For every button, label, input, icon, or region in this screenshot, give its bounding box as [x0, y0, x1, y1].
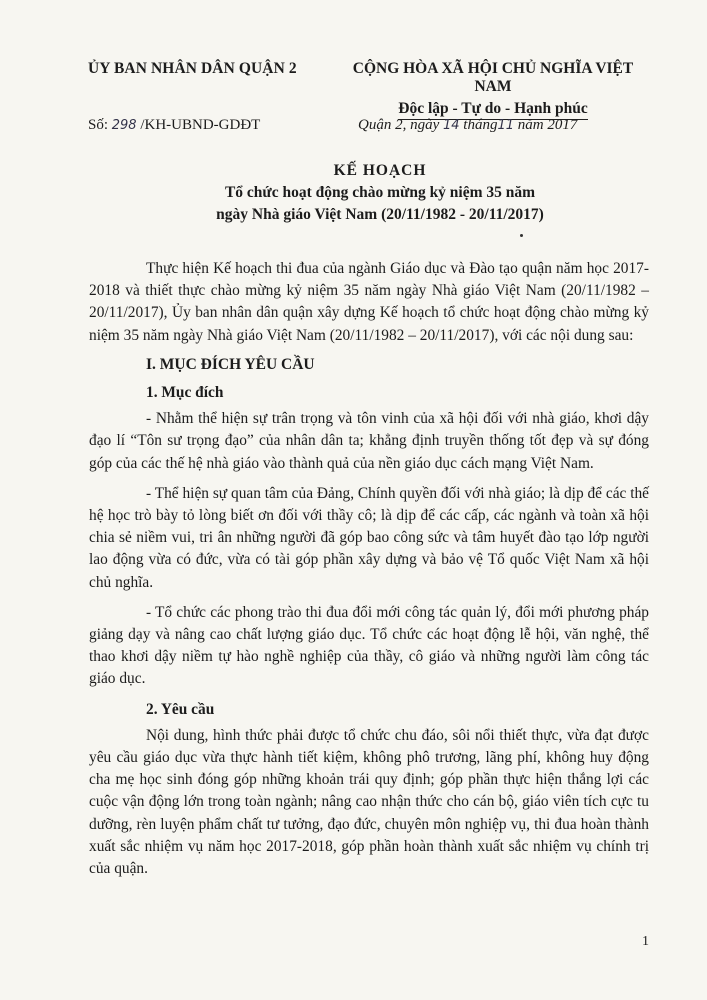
date-month-label: tháng [459, 117, 498, 133]
subsection-heading-purpose: 1. Mục đích [146, 384, 224, 402]
date-month: 11 [497, 118, 515, 133]
section-heading-purpose-requirements: I. MỤC ĐÍCH YÊU CẦU [146, 355, 315, 373]
nation-name: CỘNG HÒA XÃ HỘI CHỦ NGHĨA VIỆT NAM [352, 60, 634, 95]
national-header [333, 60, 653, 120]
purpose-paragraph-1: - Nhằm thể hiện sự trân trọng và tôn vinh của xã hội đối với nhà giáo, khơi dậy đạo lí “Tôn sư trọng đạo” của nhân dân ta; khẳng định truyền thống tốt đẹp và sự đóng góp của các thế hệ nhà giáo vào thành quả của nền giáo dục cách mạng Việt Nam. [89, 410, 649, 472]
document-body [89, 258, 649, 880]
title-line-2: ngày Nhà giáo Việt Nam (20/11/1982 - 20/11/2017) [216, 206, 544, 223]
doc-number-suffix: /KH-UBND-GDĐT [136, 117, 261, 133]
page-number: 1 [642, 934, 649, 949]
document-date [358, 117, 577, 134]
national-motto: Độc lập - Tự do - Hạnh phúc [398, 100, 587, 120]
purpose-paragraph-3: - Tổ chức các phong trào thi đua đổi mới công tác quản lý, đổi mới phương pháp giảng dạy và nâng cao chất lượng giáo dục. Tổ chức các hoạt động lễ hội, văn nghệ, thể thao khơi dậy niềm tự hào nghề nghiệp của thầy, cô giáo và những người làm công tác giáo dục. [89, 603, 649, 688]
subsection-heading-requirements: 2. Yêu cầu [146, 700, 215, 718]
document-title [100, 160, 660, 226]
scan-speck [520, 234, 523, 237]
date-year: năm 2017 [514, 117, 578, 133]
purpose-paragraph-2: - Thể hiện sự quan tâm của Đảng, Chính quyền đối với nhà giáo; là dịp để các thế hệ học trò bày tỏ lòng biết ơn đối với thầy cô; là dịp để các cấp, các ngành và toàn xã hội chia sẻ niềm vui, tri ân những người đã góp bao công sức và tâm huyết đào tạo lớp người lao động vừa có đức, vừa có tài góp phần xây dựng và bảo vệ Tổ quốc Việt Nam xã hội chủ nghĩa. [89, 484, 650, 591]
doc-number-handwritten: 298 [111, 118, 137, 133]
intro-paragraph: Thực hiện Kế hoạch thi đua của ngành Giáo dục và Đào tạo quận năm học 2017-2018 và thiết thực chào mừng kỷ niệm 35 năm ngày Nhà giáo Việt Nam (20/11/1982 – 20/11/2017), Ủy ban nhân dân quận xây dựng Kế hoạch tổ chức hoạt động chào mừng kỷ niệm 35 năm ngày Nhà giáo Việt Nam (20/11/1982 – 20/11/2017), với các nội dung sau: [89, 260, 649, 344]
title-line-1: Tổ chức hoạt động chào mừng kỷ niệm 35 năm [224, 184, 536, 201]
doc-number-prefix: Số: [88, 117, 112, 133]
document-number [88, 117, 260, 134]
requirements-paragraph: Nội dung, hình thức phải được tổ chức chu đáo, sôi nổi thiết thực, vừa đạt được yêu cầu giáo dục vừa thực hành tiết kiệm, không phô trương, lãng phí, không huy động cha mẹ học sinh đóng góp những khoản trái quy định; góp phần thực hiện thắng lợi các cuộc vận động lớn trong toàn ngành; nâng cao nhận thức cho cán bộ, giáo viên tích cực tu dưỡng, rèn luyện phẩm chất tư tưởng, đạo đức, chuyên môn nghiệp vụ, thi đua hoàn thành xuất sắc nhiệm vụ năm học 2017-2018, góp phần hoàn thành xuất sắc nhiệm vụ chính trị của quận. [89, 726, 649, 878]
date-day: 14 [443, 118, 460, 133]
title-main: KẾ HOẠCH [333, 162, 427, 179]
issuing-organization: ỦY BAN NHÂN DÂN QUẬN 2 [88, 60, 297, 77]
date-prefix: Quận 2, ngày [358, 117, 443, 133]
